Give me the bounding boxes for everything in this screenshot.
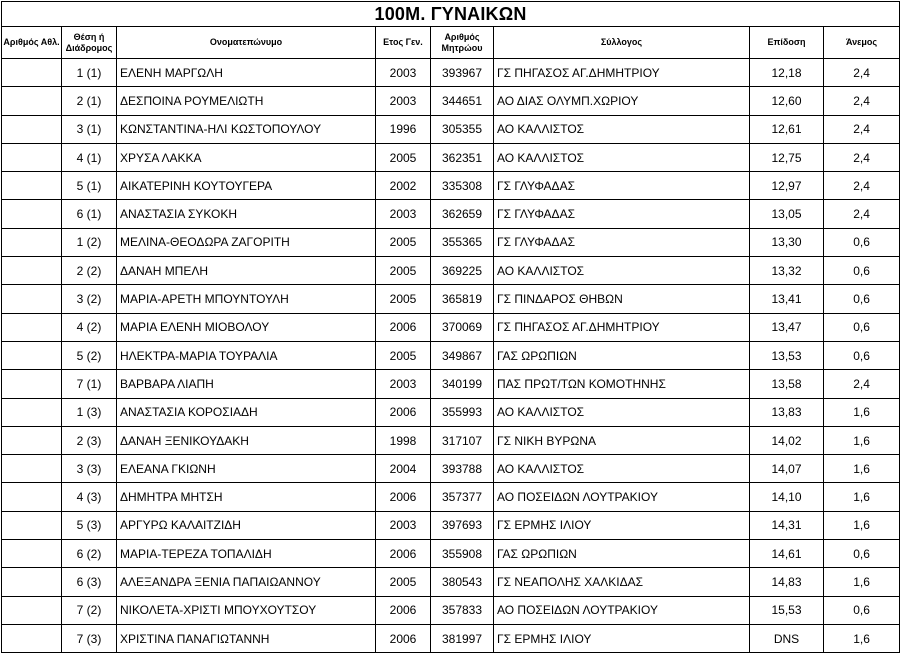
table-row[interactable] xyxy=(2,426,900,454)
cell-birth-year[interactable]: 2005 xyxy=(376,143,431,171)
table-row[interactable] xyxy=(2,87,900,115)
header-club[interactable]: Σύλλογος xyxy=(494,27,750,59)
cell-performance[interactable]: 13,41 xyxy=(750,285,824,313)
cell-wind[interactable]: 0,6 xyxy=(824,228,900,256)
cell-birth-year[interactable]: 2003 xyxy=(376,87,431,115)
cell-birth-year[interactable]: 2005 xyxy=(376,285,431,313)
cell-club[interactable]: ΓΣ ΓΛΥΦΑΔΑΣ xyxy=(494,200,750,228)
cell-registry-no[interactable]: 305355 xyxy=(431,115,494,143)
header-athlete-no[interactable]: Αριθμός Αθλ. xyxy=(2,27,62,59)
cell-registry-no[interactable]: 393788 xyxy=(431,455,494,483)
cell-registry-no[interactable]: 349867 xyxy=(431,341,494,369)
cell-name[interactable]: ΔΗΜΗΤΡΑ ΜΗΤΣΗ xyxy=(117,483,376,511)
cell-birth-year[interactable]: 2006 xyxy=(376,596,431,624)
header-name[interactable]: Ονοματεπώνυμο xyxy=(117,27,376,59)
cell-registry-no[interactable]: 362659 xyxy=(431,200,494,228)
cell-club[interactable]: ΠΑΣ ΠΡΩΤ/ΤΩΝ ΚΟΜΟΤΗΝΗΣ xyxy=(494,370,750,398)
results-table xyxy=(1,1,900,653)
cell-performance[interactable]: 12,75 xyxy=(750,143,824,171)
cell-club[interactable]: ΓΣ ΠΗΓΑΣΟΣ ΑΓ.ΔΗΜΗΤΡΙΟΥ xyxy=(494,313,750,341)
cell-registry-no[interactable]: 397693 xyxy=(431,511,494,539)
cell-position[interactable]: 1 (3) xyxy=(62,398,117,426)
cell-birth-year[interactable]: 1998 xyxy=(376,426,431,454)
table-row[interactable] xyxy=(2,568,900,596)
cell-registry-no[interactable]: 365819 xyxy=(431,285,494,313)
cell-athlete-no[interactable] xyxy=(2,143,62,171)
cell-club[interactable]: ΓΣ ΠΗΓΑΣΟΣ ΑΓ.ΔΗΜΗΤΡΙΟΥ xyxy=(494,59,750,87)
cell-registry-no[interactable]: 335308 xyxy=(431,172,494,200)
cell-birth-year[interactable]: 2006 xyxy=(376,398,431,426)
cell-wind[interactable]: 1,6 xyxy=(824,483,900,511)
cell-position[interactable]: 5 (2) xyxy=(62,341,117,369)
cell-position[interactable]: 6 (1) xyxy=(62,200,117,228)
cell-performance[interactable]: 12,60 xyxy=(750,87,824,115)
cell-name[interactable]: ΔΑΝΑΗ ΞΕΝΙΚΟΥΔΑΚΗ xyxy=(117,426,376,454)
cell-registry-no[interactable]: 355908 xyxy=(431,540,494,568)
cell-position[interactable]: 7 (3) xyxy=(62,624,117,652)
cell-name[interactable]: ΑΙΚΑΤΕΡΙΝΗ ΚΟΥΤΟΥΓΕΡΑ xyxy=(117,172,376,200)
cell-athlete-no[interactable] xyxy=(2,313,62,341)
cell-performance[interactable]: 13,58 xyxy=(750,370,824,398)
cell-performance[interactable]: 13,47 xyxy=(750,313,824,341)
cell-wind[interactable]: 2,4 xyxy=(824,370,900,398)
cell-name[interactable]: ΧΡΙΣΤΙΝΑ ΠΑΝΑΓΙΩΤΑΝΝΗ xyxy=(117,624,376,652)
cell-position[interactable]: 4 (3) xyxy=(62,483,117,511)
cell-performance[interactable]: 14,61 xyxy=(750,540,824,568)
header-row xyxy=(2,27,900,59)
cell-birth-year[interactable]: 2005 xyxy=(376,228,431,256)
cell-athlete-no[interactable] xyxy=(2,624,62,652)
cell-birth-year[interactable]: 1996 xyxy=(376,115,431,143)
cell-name[interactable]: ΔΕΣΠΟΙΝΑ ΡΟΥΜΕΛΙΩΤΗ xyxy=(117,87,376,115)
cell-performance[interactable]: 13,05 xyxy=(750,200,824,228)
cell-name[interactable]: ΕΛΕΝΗ ΜΑΡΓΩΛΗ xyxy=(117,59,376,87)
cell-birth-year[interactable]: 2005 xyxy=(376,341,431,369)
cell-athlete-no[interactable] xyxy=(2,596,62,624)
cell-wind[interactable]: 0,6 xyxy=(824,341,900,369)
table-row[interactable] xyxy=(2,172,900,200)
table-row[interactable] xyxy=(2,483,900,511)
cell-athlete-no[interactable] xyxy=(2,370,62,398)
cell-registry-no[interactable]: 380543 xyxy=(431,568,494,596)
cell-birth-year[interactable]: 2003 xyxy=(376,200,431,228)
cell-club[interactable]: ΓΣ ΠΙΝΔΑΡΟΣ ΘΗΒΩΝ xyxy=(494,285,750,313)
cell-birth-year[interactable]: 2002 xyxy=(376,172,431,200)
cell-birth-year[interactable]: 2003 xyxy=(376,59,431,87)
cell-club[interactable]: ΓΣ ΝΙΚΗ ΒΥΡΩΝΑ xyxy=(494,426,750,454)
cell-wind[interactable]: 2,4 xyxy=(824,87,900,115)
cell-athlete-no[interactable] xyxy=(2,228,62,256)
table-row[interactable] xyxy=(2,455,900,483)
cell-performance[interactable]: 14,02 xyxy=(750,426,824,454)
cell-club[interactable]: ΑΟ ΔΙΑΣ ΟΛΥΜΠ.ΧΩΡΙΟΥ xyxy=(494,87,750,115)
cell-name[interactable]: ΗΛΕΚΤΡΑ-ΜΑΡΙΑ ΤΟΥΡΑΛΙΑ xyxy=(117,341,376,369)
cell-position[interactable]: 1 (2) xyxy=(62,228,117,256)
cell-registry-no[interactable]: 381997 xyxy=(431,624,494,652)
cell-wind[interactable]: 1,6 xyxy=(824,511,900,539)
cell-name[interactable]: ΜΑΡΙΑ-ΑΡΕΤΗ ΜΠΟΥΝΤΟΥΛΗ xyxy=(117,285,376,313)
cell-athlete-no[interactable] xyxy=(2,483,62,511)
cell-wind[interactable]: 1,6 xyxy=(824,624,900,652)
cell-club[interactable]: ΓΑΣ ΩΡΩΠΙΩΝ xyxy=(494,540,750,568)
cell-birth-year[interactable]: 2003 xyxy=(376,370,431,398)
cell-wind[interactable]: 0,6 xyxy=(824,596,900,624)
table-row[interactable] xyxy=(2,228,900,256)
table-title: 100Μ. ΓΥΝΑΙΚΩΝ xyxy=(2,2,900,27)
cell-name[interactable]: ΜΑΡΙΑ ΕΛΕΝΗ ΜΙΟΒΟΛΟΥ xyxy=(117,313,376,341)
cell-registry-no[interactable]: 340199 xyxy=(431,370,494,398)
cell-name[interactable]: ΑΝΑΣΤΑΣΙΑ ΚΟΡΟΣΙΑΔΗ xyxy=(117,398,376,426)
cell-birth-year[interactable]: 2006 xyxy=(376,313,431,341)
cell-position[interactable]: 2 (2) xyxy=(62,257,117,285)
cell-athlete-no[interactable] xyxy=(2,455,62,483)
cell-name[interactable]: ΝΙΚΟΛΕΤΑ-ΧΡΙΣΤΙ ΜΠΟΥΧΟΥΤΣΟΥ xyxy=(117,596,376,624)
cell-performance[interactable]: 14,83 xyxy=(750,568,824,596)
cell-wind[interactable]: 2,4 xyxy=(824,59,900,87)
cell-wind[interactable]: 2,4 xyxy=(824,115,900,143)
cell-performance[interactable]: DNS xyxy=(750,624,824,652)
header-performance[interactable]: Επίδοση xyxy=(750,27,824,59)
cell-position[interactable]: 3 (3) xyxy=(62,455,117,483)
cell-position[interactable]: 2 (1) xyxy=(62,87,117,115)
cell-registry-no[interactable]: 355365 xyxy=(431,228,494,256)
table-row[interactable] xyxy=(2,540,900,568)
cell-wind[interactable]: 0,6 xyxy=(824,540,900,568)
cell-club[interactable]: ΑΟ ΚΑΛΛΙΣΤΟΣ xyxy=(494,455,750,483)
cell-birth-year[interactable]: 2006 xyxy=(376,540,431,568)
cell-name[interactable]: ΔΑΝΑΗ ΜΠΕΛΗ xyxy=(117,257,376,285)
cell-name[interactable]: ΜΑΡΙΑ-ΤΕΡΕΖΑ ΤΟΠΑΛΙΔΗ xyxy=(117,540,376,568)
cell-registry-no[interactable]: 369225 xyxy=(431,257,494,285)
cell-position[interactable]: 7 (1) xyxy=(62,370,117,398)
header-registry-no[interactable]: Αριθμός Μητρώου xyxy=(431,27,494,59)
cell-wind[interactable]: 0,6 xyxy=(824,313,900,341)
cell-birth-year[interactable]: 2003 xyxy=(376,511,431,539)
cell-club[interactable]: ΓΣ ΕΡΜΗΣ ΙΛΙΟΥ xyxy=(494,624,750,652)
cell-athlete-no[interactable] xyxy=(2,172,62,200)
cell-athlete-no[interactable] xyxy=(2,341,62,369)
cell-wind[interactable]: 0,6 xyxy=(824,257,900,285)
cell-name[interactable]: ΜΕΛΙΝΑ-ΘΕΟΔΩΡΑ ΖΑΓΟΡΙΤΗ xyxy=(117,228,376,256)
cell-position[interactable]: 5 (3) xyxy=(62,511,117,539)
cell-club[interactable]: ΓΣ ΕΡΜΗΣ ΙΛΙΟΥ xyxy=(494,511,750,539)
cell-performance[interactable]: 13,83 xyxy=(750,398,824,426)
cell-athlete-no[interactable] xyxy=(2,568,62,596)
cell-wind[interactable]: 1,6 xyxy=(824,568,900,596)
cell-club[interactable]: ΑΟ ΚΑΛΛΙΣΤΟΣ xyxy=(494,143,750,171)
table-row[interactable] xyxy=(2,200,900,228)
cell-position[interactable]: 3 (1) xyxy=(62,115,117,143)
table-row[interactable] xyxy=(2,370,900,398)
cell-name[interactable]: ΚΩΝΣΤΑΝΤΙΝΑ-ΗΛΙ ΚΩΣΤΟΠΟΥΛΟΥ xyxy=(117,115,376,143)
cell-performance[interactable]: 12,61 xyxy=(750,115,824,143)
header-birth-year[interactable]: Ετος Γεν. xyxy=(376,27,431,59)
cell-name[interactable]: ΒΑΡΒΑΡΑ ΛΙΑΠΗ xyxy=(117,370,376,398)
cell-athlete-no[interactable] xyxy=(2,540,62,568)
cell-performance[interactable]: 14,31 xyxy=(750,511,824,539)
cell-athlete-no[interactable] xyxy=(2,285,62,313)
header-position[interactable]: Θέση ή Διάδρομος xyxy=(62,27,117,59)
cell-athlete-no[interactable] xyxy=(2,426,62,454)
cell-wind[interactable]: 1,6 xyxy=(824,426,900,454)
cell-wind[interactable]: 2,4 xyxy=(824,172,900,200)
title-row xyxy=(2,2,900,27)
cell-birth-year[interactable]: 2005 xyxy=(376,568,431,596)
cell-club[interactable]: ΓΑΣ ΩΡΩΠΙΩΝ xyxy=(494,341,750,369)
table-row[interactable] xyxy=(2,143,900,171)
cell-performance[interactable]: 14,10 xyxy=(750,483,824,511)
cell-athlete-no[interactable] xyxy=(2,115,62,143)
cell-wind[interactable]: 2,4 xyxy=(824,200,900,228)
cell-registry-no[interactable]: 317107 xyxy=(431,426,494,454)
table-row[interactable] xyxy=(2,59,900,87)
cell-wind[interactable]: 1,6 xyxy=(824,455,900,483)
table-row[interactable] xyxy=(2,511,900,539)
cell-name[interactable]: ΑΡΓΥΡΩ ΚΑΛΑΙΤΖΙΔΗ xyxy=(117,511,376,539)
cell-club[interactable]: ΑΟ ΠΟΣΕΙΔΩΝ ΛΟΥΤΡΑΚΙΟΥ xyxy=(494,483,750,511)
cell-registry-no[interactable]: 393967 xyxy=(431,59,494,87)
cell-position[interactable]: 3 (2) xyxy=(62,285,117,313)
cell-club[interactable]: ΓΣ ΓΛΥΦΑΔΑΣ xyxy=(494,228,750,256)
cell-performance[interactable]: 13,53 xyxy=(750,341,824,369)
cell-performance[interactable]: 14,07 xyxy=(750,455,824,483)
cell-club[interactable]: ΑΟ ΚΑΛΛΙΣΤΟΣ xyxy=(494,257,750,285)
cell-name[interactable]: ΧΡΥΣΑ ΛΑΚΚΑ xyxy=(117,143,376,171)
cell-performance[interactable]: 15,53 xyxy=(750,596,824,624)
cell-performance[interactable]: 13,32 xyxy=(750,257,824,285)
cell-position[interactable]: 7 (2) xyxy=(62,596,117,624)
cell-name[interactable]: ΕΛΕΑΝΑ ΓΚΙΩΝΗ xyxy=(117,455,376,483)
table-row[interactable] xyxy=(2,398,900,426)
cell-birth-year[interactable]: 2006 xyxy=(376,624,431,652)
cell-position[interactable]: 1 (1) xyxy=(62,59,117,87)
table-row[interactable] xyxy=(2,285,900,313)
cell-birth-year[interactable]: 2005 xyxy=(376,257,431,285)
header-wind[interactable]: Άνεμος xyxy=(824,27,900,59)
cell-performance[interactable]: 13,30 xyxy=(750,228,824,256)
cell-registry-no[interactable]: 357377 xyxy=(431,483,494,511)
cell-name[interactable]: ΑΛΕΞΑΝΔΡΑ ΞΕΝΙΑ ΠΑΠΑΙΩΑΝΝΟΥ xyxy=(117,568,376,596)
table-row[interactable] xyxy=(2,313,900,341)
cell-registry-no[interactable]: 362351 xyxy=(431,143,494,171)
cell-registry-no[interactable]: 355993 xyxy=(431,398,494,426)
cell-club[interactable]: ΑΟ ΚΑΛΛΙΣΤΟΣ xyxy=(494,398,750,426)
cell-birth-year[interactable]: 2004 xyxy=(376,455,431,483)
table-row[interactable] xyxy=(2,624,900,652)
cell-athlete-no[interactable] xyxy=(2,59,62,87)
cell-athlete-no[interactable] xyxy=(2,87,62,115)
cell-registry-no[interactable]: 370069 xyxy=(431,313,494,341)
cell-performance[interactable]: 12,97 xyxy=(750,172,824,200)
table-row[interactable] xyxy=(2,341,900,369)
cell-registry-no[interactable]: 344651 xyxy=(431,87,494,115)
cell-name[interactable]: ΑΝΑΣΤΑΣΙΑ ΣΥΚΟΚΗ xyxy=(117,200,376,228)
cell-position[interactable]: 6 (3) xyxy=(62,568,117,596)
cell-registry-no[interactable]: 357833 xyxy=(431,596,494,624)
cell-athlete-no[interactable] xyxy=(2,398,62,426)
table-row[interactable] xyxy=(2,257,900,285)
cell-position[interactable]: 6 (2) xyxy=(62,540,117,568)
cell-wind[interactable]: 2,4 xyxy=(824,143,900,171)
cell-position[interactable]: 4 (1) xyxy=(62,143,117,171)
cell-performance[interactable]: 12,18 xyxy=(750,59,824,87)
cell-club[interactable]: ΓΣ ΓΛΥΦΑΔΑΣ xyxy=(494,172,750,200)
cell-club[interactable]: ΑΟ ΚΑΛΛΙΣΤΟΣ xyxy=(494,115,750,143)
cell-birth-year[interactable]: 2006 xyxy=(376,483,431,511)
table-row[interactable] xyxy=(2,115,900,143)
cell-position[interactable]: 5 (1) xyxy=(62,172,117,200)
cell-wind[interactable]: 0,6 xyxy=(824,285,900,313)
cell-position[interactable]: 2 (3) xyxy=(62,426,117,454)
cell-position[interactable]: 4 (2) xyxy=(62,313,117,341)
cell-wind[interactable]: 1,6 xyxy=(824,398,900,426)
cell-athlete-no[interactable] xyxy=(2,511,62,539)
cell-athlete-no[interactable] xyxy=(2,200,62,228)
cell-club[interactable]: ΑΟ ΠΟΣΕΙΔΩΝ ΛΟΥΤΡΑΚΙΟΥ xyxy=(494,596,750,624)
cell-athlete-no[interactable] xyxy=(2,257,62,285)
cell-club[interactable]: ΓΣ ΝΕΑΠΟΛΗΣ ΧΑΛΚΙΔΑΣ xyxy=(494,568,750,596)
table-row[interactable] xyxy=(2,596,900,624)
